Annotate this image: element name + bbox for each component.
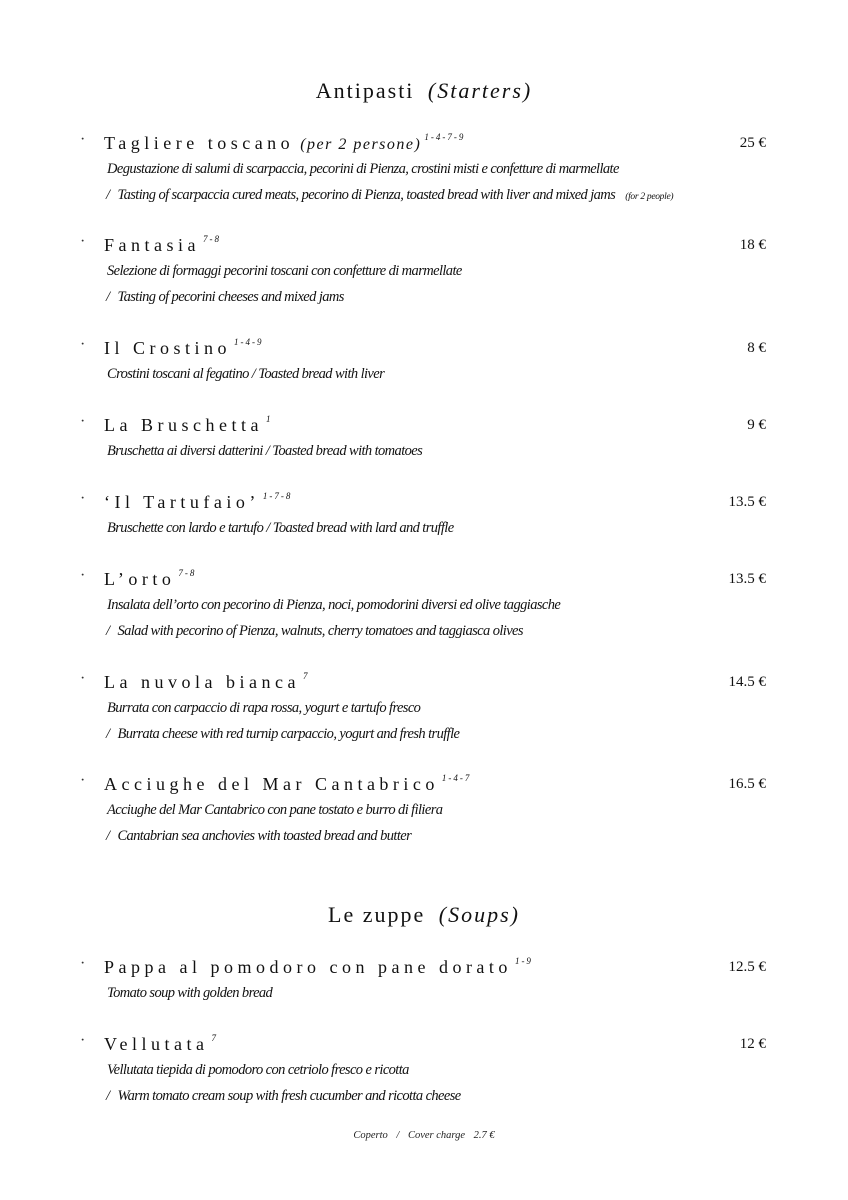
bullet: · (80, 490, 86, 507)
item-name: Pappa al pomodoro con pane dorato $^{1-9}$ (104, 956, 533, 977)
item-price: 16.5 € (728, 776, 766, 792)
item-name: Il Crostino $^{1-4-9}$ (104, 337, 264, 358)
item-price: 18 € (739, 237, 766, 253)
allergens: 1-4-7-9 (424, 132, 466, 142)
item-price: 12 € (739, 1036, 766, 1052)
item-price: 12.5 € (728, 959, 766, 975)
cover-charge-en: Cover charge (407, 1130, 466, 1141)
cover-charge-note (0, 1130, 848, 1141)
bullet: · (80, 772, 86, 789)
footer-separator: / (396, 1130, 400, 1141)
item-price: 25 € (739, 135, 766, 151)
item-desc-it: Burrata con carpaccio di rapa rossa, yogurt e tartufo fresco (107, 700, 421, 716)
item-desc-en: / Burrata cheese with red turnip carpaccio, yogurt and fresh truffle (106, 726, 460, 742)
item-price: 8 € (747, 340, 766, 356)
slash: / (106, 828, 110, 844)
allergens: 1-9 (514, 956, 533, 966)
bullet: · (80, 567, 86, 584)
slash: / (106, 623, 110, 639)
item-desc: Crostini toscani al fegatino / Toasted bread with liver (107, 366, 385, 382)
cover-charge-it: Coperto (353, 1130, 388, 1141)
slash: / (106, 726, 110, 742)
bullet: · (80, 670, 86, 687)
item-name: Vellutata $^7$ (104, 1033, 218, 1054)
section-title-en: (Soups) (438, 902, 520, 927)
item-desc-it: Acciughe del Mar Cantabrico con pane tostato e burro di filiera (107, 802, 443, 818)
allergens: 1-4-7 (441, 773, 472, 783)
allergens: 7-8 (178, 568, 197, 578)
bullet: · (80, 1032, 86, 1049)
item-desc-it: Insalata dell’orto con pecorino di Pienza, noci, pomodorini diversi ed olive taggiasche (107, 597, 561, 613)
item-desc: Bruschetta ai diversi datterini / Toasted bread with tomatoes (107, 443, 423, 459)
item-desc-en: / Cantabrian sea anchovies with toasted bread and butter (106, 828, 412, 844)
item-name: ‘Il Tartufaio’ $^{1-7-8}$ (104, 491, 293, 512)
item-desc-it: Vellutata tiepida di pomodoro con cetriolo fresco e ricotta (107, 1062, 409, 1078)
desc-note: (for 2 people) (625, 192, 674, 202)
item-name: Tagliere toscano (per 2 persone) $^{1-4-7-9}$ (104, 132, 466, 153)
bullet: · (80, 336, 86, 353)
item-desc-en: / Tasting of scarpaccia cured meats, pecorino di Pienza, toasted bread with liver and mixed jams (for 2 people) (106, 187, 674, 203)
item-desc-en: / Salad with pecorino of Pienza, walnuts, cherry tomatoes and taggiasca olives (106, 623, 523, 639)
item-name: L’orto $^{7-8}$ (104, 568, 197, 589)
item-desc-en: / Tasting of pecorini cheeses and mixed jams (106, 289, 344, 305)
bullet: · (80, 233, 86, 250)
slash: / (106, 289, 110, 305)
section-title-it: Le zuppe (328, 902, 426, 927)
section-title-en: (Starters) (427, 78, 533, 103)
bullet: · (80, 955, 86, 972)
slash: / (106, 187, 110, 203)
section-title-zuppe (0, 902, 848, 928)
item-desc-it: Degustazione di salumi di scarpaccia, pecorini di Pienza, crostini misti e confetture di marmellate (107, 161, 619, 177)
item-price: 9 € (747, 417, 766, 433)
section-title-antipasti (0, 78, 848, 104)
bullet: · (80, 131, 86, 148)
allergens: 1 (265, 414, 273, 424)
item-note: (per 2 persone) (300, 136, 422, 153)
item-desc-it: Selezione di formaggi pecorini toscani con confetture di marmellate (107, 263, 462, 279)
slash: / (106, 1088, 110, 1104)
item-price: 13.5 € (728, 494, 766, 510)
item-name: Fantasia $^{7-8}$ (104, 234, 221, 255)
allergens: 7 (211, 1033, 218, 1043)
item-desc: Bruschette con lardo e tartufo / Toasted bread with lard and truffle (107, 520, 454, 536)
cover-charge-value: 2.7 € (473, 1130, 495, 1141)
bullet: · (80, 413, 86, 430)
item-name: Acciughe del Mar Cantabrico $^{1-4-7}$ (104, 773, 472, 794)
allergens: 1-4-9 (234, 337, 264, 347)
allergens: 7 (302, 671, 310, 681)
item-price: 13.5 € (728, 571, 766, 587)
allergens: 7-8 (203, 234, 221, 244)
item-desc: Tomato soup with golden bread (107, 985, 273, 1001)
item-price: 14.5 € (728, 674, 766, 690)
item-name: La nuvola bianca $^7$ (104, 671, 310, 692)
section-title-it: Antipasti (315, 78, 415, 103)
item-name: La Bruschetta $^1$ (104, 414, 273, 435)
allergens: 1-7-8 (262, 491, 293, 501)
item-desc-en: / Warm tomato cream soup with fresh cucumber and ricotta cheese (106, 1088, 461, 1104)
